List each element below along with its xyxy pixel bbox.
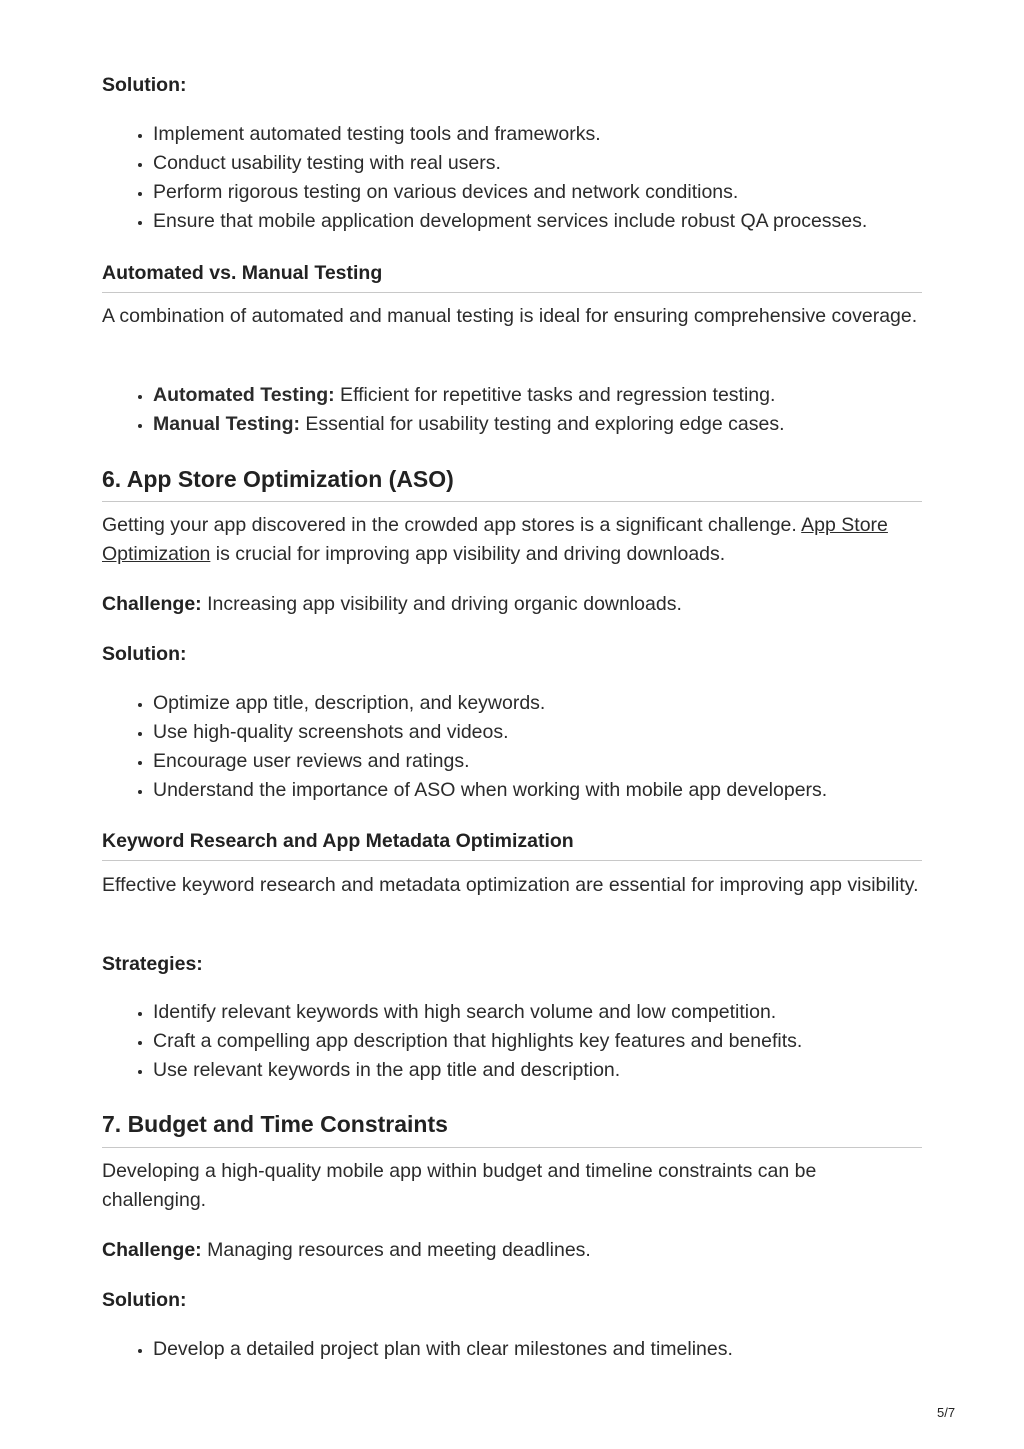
heading-divider xyxy=(102,501,922,502)
strategies-label: Strategies: xyxy=(102,953,203,975)
section-heading-aso: 6. App Store Optimization (ASO) xyxy=(102,466,454,492)
solution-label: Solution: xyxy=(102,643,187,665)
intro-text: is crucial for improving app visibility and driving downloads. xyxy=(210,543,726,565)
aso-link[interactable]: App Store Optimization xyxy=(102,514,888,565)
subheading-keyword-research: Keyword Research and App Metadata Optimization xyxy=(102,830,574,852)
list-item: • Use high-quality screenshots and videos. xyxy=(153,718,953,747)
term-manual-testing: Manual Testing: xyxy=(153,413,300,435)
list-item xyxy=(153,410,953,439)
aso-solution-list xyxy=(102,689,953,805)
list-item xyxy=(153,381,953,410)
intro-text: Getting your app discovered in the crowded app stores is a significant challenge. xyxy=(102,514,802,536)
list-item: • Implement automated testing tools and frameworks. xyxy=(153,120,953,149)
list-item: • Perform rigorous testing on various devices and network conditions. xyxy=(153,178,953,207)
paragraph-aso-challenge xyxy=(102,590,922,619)
paragraph-keyword-intro: Effective keyword research and metadata optimization are essential for improving app visibility. xyxy=(102,874,919,896)
budget-solution-list xyxy=(102,1335,953,1364)
challenge-text: Increasing app visibility and driving organic downloads. xyxy=(201,593,682,615)
paragraph-aso-intro xyxy=(102,511,922,569)
term-description: Efficient for repetitive tasks and regression testing. xyxy=(334,384,776,406)
solution-label: Solution: xyxy=(102,1289,187,1311)
solution-list xyxy=(102,120,953,236)
paragraph-testing-intro: A combination of automated and manual testing is ideal for ensuring comprehensive coverage. xyxy=(102,305,918,327)
testing-list xyxy=(102,381,953,439)
list-item: • Develop a detailed project plan with clear milestones and timelines. xyxy=(153,1335,953,1364)
strategies-list xyxy=(102,998,953,1085)
term-automated-testing: Automated Testing: xyxy=(153,384,335,406)
section-heading-budget: 7. Budget and Time Constraints xyxy=(102,1111,448,1137)
paragraph-budget-intro: Developing a high-quality mobile app within budget and timeline constraints can be challenging. xyxy=(102,1160,817,1211)
challenge-label: Challenge: xyxy=(102,1239,202,1261)
list-item: • Use relevant keywords in the app title and description. xyxy=(153,1056,953,1085)
list-item: • Craft a compelling app description that highlights key features and benefits. xyxy=(153,1027,953,1056)
heading-divider xyxy=(102,1147,922,1148)
challenge-text: Managing resources and meeting deadlines. xyxy=(201,1239,591,1261)
term-description: Essential for usability testing and exploring edge cases. xyxy=(299,413,785,435)
subheading-automated-vs-manual: Automated vs. Manual Testing xyxy=(102,262,383,284)
page-number: 5/7 xyxy=(937,1405,956,1420)
list-item: • Optimize app title, description, and keywords. xyxy=(153,689,953,718)
list-item: • Encourage user reviews and ratings. xyxy=(153,747,953,776)
list-item: • Identify relevant keywords with high search volume and low competition. xyxy=(153,998,953,1027)
list-item: • Ensure that mobile application development services include robust QA processes. xyxy=(153,207,953,236)
heading-divider xyxy=(102,292,922,293)
list-item: • Understand the importance of ASO when working with mobile app developers. xyxy=(153,776,953,805)
paragraph-budget-challenge xyxy=(102,1236,922,1265)
challenge-label: Challenge: xyxy=(102,593,202,615)
solution-label: Solution: xyxy=(102,74,187,96)
heading-divider xyxy=(102,860,922,861)
list-item: • Conduct usability testing with real users. xyxy=(153,149,953,178)
